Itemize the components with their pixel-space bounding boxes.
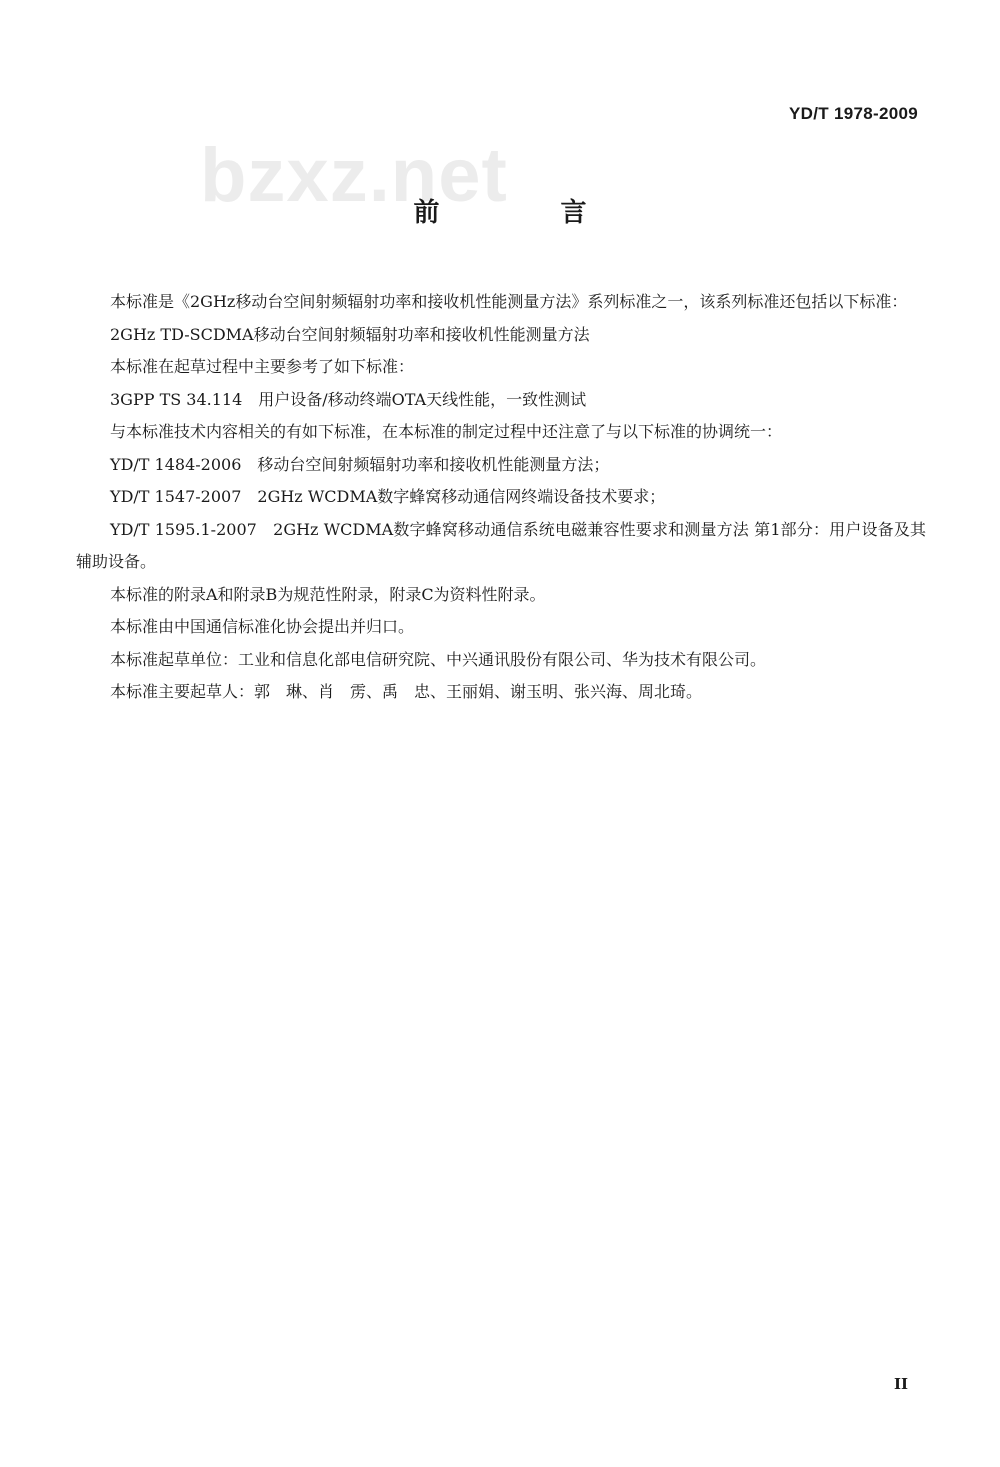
page-number: II [893, 1375, 908, 1393]
paragraph: YD/T 1547-2007 2GHz WCDMA数字蜂窝移动通信网终端设备技术要求； [110, 487, 666, 506]
page-title: 前 言 [413, 198, 643, 228]
paragraph: 本标准由中国通信标准化协会提出并归口。 [110, 617, 415, 636]
paragraph: 本标准主要起草人：郭 琳、肖 雳、禹 忠、王丽娟、谢玉明、张兴海、周北琦。 [110, 682, 703, 701]
watermark: bzxz.net [200, 133, 508, 218]
paragraph: 3GPP TS 34.114 用户设备/移动终端OTA天线性能，一致性测试 [110, 389, 587, 409]
paragraph: 与本标准技术内容相关的有如下标准，在本标准的制定过程中还注意了与以下标准的协调统一： [110, 422, 783, 441]
paragraph: 本标准是《2GHz移动台空间射频辐射功率和接收机性能测量方法》系列标准之一，该系列标准还包括以下标准： [110, 292, 908, 311]
document-code: YD/T 1978-2009 [789, 104, 918, 123]
paragraph: 本标准起草单位：工业和信息化部电信研究院、中兴通讯股份有限公司、华为技术有限公司。 [110, 649, 767, 669]
paragraph: YD/T 1595.1-2007 2GHz WCDMA数字蜂窝移动通信系统电磁兼容性要求和测量方法 第1部分：用户设备及其辅助设备。 [76, 519, 926, 571]
paragraph: 本标准在起草过程中主要参考了如下标准： [110, 357, 415, 376]
paragraph: 2GHz TD-SCDMA移动台空间射频辐射功率和接收机性能测量方法 [110, 324, 590, 344]
document-body [76, 286, 926, 709]
paragraph: YD/T 1484-2006 移动台空间射频辐射功率和接收机性能测量方法； [110, 454, 610, 474]
paragraph: 本标准的附录A和附录B为规范性附录，附录C为资料性附录。 [110, 584, 546, 604]
